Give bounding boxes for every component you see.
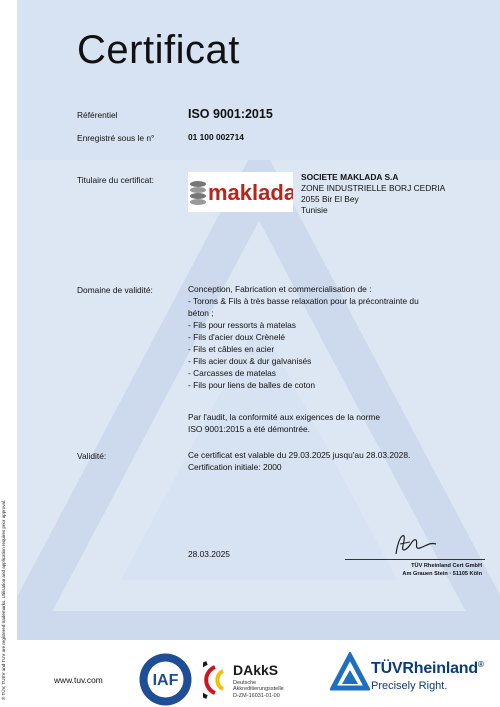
dakks-sub3: D-ZM-16031-01-00 <box>233 693 280 699</box>
tuv-brand-name <box>371 660 484 678</box>
registration-value: 01 100 002714 <box>188 132 244 142</box>
audit-statement <box>188 411 380 435</box>
scope-item: - Torons & Fils à très basse relaxation pour la précontrainte du <box>188 296 419 306</box>
referentiel-label: Référentiel <box>77 110 118 120</box>
issuer-address: Am Grauen Stein · 51105 Köln <box>402 571 482 577</box>
trademark-note: ® TÜV, TUEV and TUV are registered trademarks. Utilisation and application requires prior approval. <box>1 499 6 700</box>
iaf-text: IAF <box>152 672 179 689</box>
holder-address-line2: 2055 Bir El Bey <box>301 194 359 204</box>
scope-item: - Fils et câbles en acier <box>188 344 275 354</box>
scope-content <box>188 283 419 391</box>
scope-item: - Fils pour liens de balles de coton <box>188 380 316 390</box>
referentiel-value: ISO 9001:2015 <box>188 107 273 121</box>
issue-date: 28.03.2025 <box>188 549 230 559</box>
scope-label: Domaine de validité: <box>77 285 153 295</box>
signature <box>390 530 440 558</box>
validity-text <box>188 449 410 473</box>
scope-item: - Fils acier doux & dur galvanisés <box>188 356 312 366</box>
tuv-registered-mark: ® <box>477 660 484 669</box>
issuer-block <box>320 562 482 578</box>
dakks-logo <box>203 657 323 703</box>
holder-name: SOCIETE MAKLADA S.A <box>301 172 399 182</box>
validity-label: Validité: <box>77 451 107 461</box>
logo-wordmark: maklada <box>208 180 293 205</box>
footer-url[interactable]: www.tuv.com <box>54 675 103 685</box>
coil-icon <box>190 181 206 205</box>
holder-label: Titulaire du certificat: <box>77 175 154 185</box>
audit-line-1: Par l'audit, la conformité aux exigences de la norme <box>188 412 380 422</box>
issuer-name: TÜV Rheinland Cert GmbH <box>411 563 482 569</box>
scope-intro: Conception, Fabrication et commercialisation de : <box>188 284 372 294</box>
registration-label: Enregistré sous le n° <box>77 133 155 143</box>
dakks-text: DAkkS <box>233 662 279 678</box>
scope-list <box>188 295 419 391</box>
validity-line-2: Certification initiale: 2000 <box>188 462 282 472</box>
scope-item: béton ; <box>188 308 214 318</box>
scope-item: - Fils d'acier doux Crènelé <box>188 332 286 342</box>
holder-address-line1: ZONE INDUSTRIELLE BORJ CEDRIA <box>301 183 446 193</box>
tuv-brand-text: TÜVRheinland <box>371 660 478 677</box>
dakks-sub1: Deutsche <box>233 680 257 686</box>
scope-item: - Carcasses de matelas <box>188 368 276 378</box>
holder-address <box>301 172 445 216</box>
iaf-logo <box>138 652 193 707</box>
audit-line-2: ISO 9001:2015 a été démontrée. <box>188 424 310 434</box>
signature-line <box>345 559 485 560</box>
page-title: Certificat <box>77 28 240 72</box>
holder-country: Tunisie <box>301 205 328 215</box>
scope-item: - Fils pour ressorts à matelas <box>188 320 296 330</box>
validity-line-1: Ce certificat est valable du 29.03.2025 jusqu'au 28.03.2028. <box>188 450 411 460</box>
tuv-triangle-icon <box>330 652 370 692</box>
tuv-slogan: Precisely Right. <box>371 680 448 692</box>
dakks-sub2: Akkreditierungsstelle <box>233 686 284 692</box>
company-logo <box>188 172 293 212</box>
